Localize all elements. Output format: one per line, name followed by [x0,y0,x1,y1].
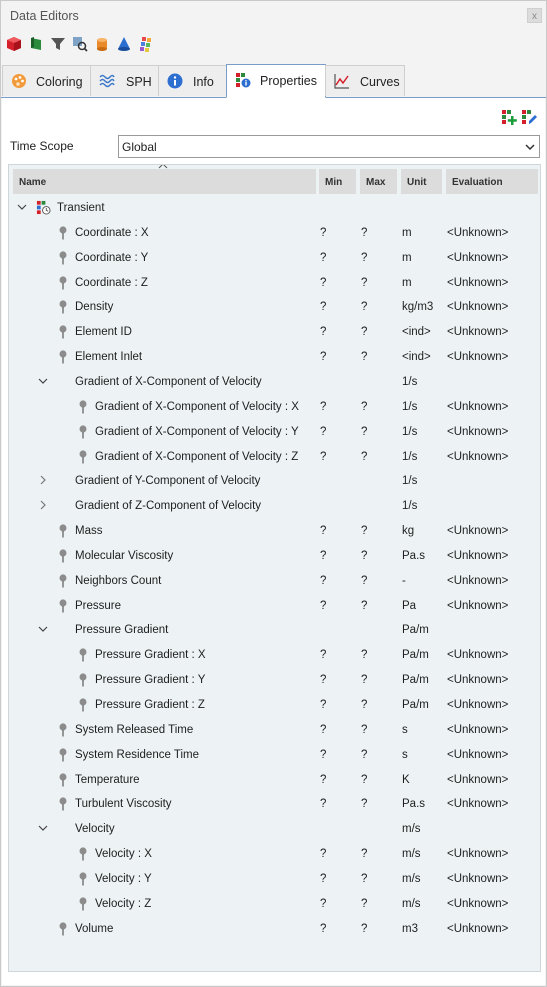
pin-icon [58,748,68,762]
row-max: ? [361,773,368,786]
row-evaluation: <Unknown> [447,723,509,736]
column-header-name[interactable]: Name [13,169,316,194]
pin-icon [58,524,68,538]
row-evaluation: <Unknown> [447,674,509,687]
row-min: ? [320,599,327,612]
row-name: Gradient of X-Component of Velocity [75,375,262,388]
row-name: Pressure Gradient [75,624,169,637]
row-evaluation: <Unknown> [447,450,509,463]
pin-icon [78,450,88,464]
row-unit: - [402,574,406,587]
row-name: Transient [57,202,105,214]
tab-sph[interactable] [90,65,159,96]
row-max: ? [361,922,368,935]
row-unit: Pa.s [402,549,426,562]
row-min: ? [320,798,327,811]
tree-row-volume[interactable] [9,917,540,941]
row-min: ? [320,897,327,910]
row-evaluation: <Unknown> [447,773,509,786]
row-unit: Pa/m [402,624,429,637]
add-property-icon[interactable] [501,109,517,125]
pin-icon [58,300,68,314]
red-cube-icon[interactable] [6,36,22,52]
pin-icon [58,325,68,339]
column-header-max[interactable]: Max [360,169,397,194]
row-min: ? [320,351,327,364]
tab-label: SPH [126,75,152,89]
row-name: Pressure Gradient : Z [95,699,205,711]
row-unit: s [402,723,408,736]
chevron-down-icon[interactable] [17,202,27,212]
tree-row-velocity-x[interactable] [9,842,540,866]
tab-bar [1,63,546,98]
row-evaluation: <Unknown> [447,872,509,885]
tab-coloring[interactable] [2,65,91,96]
tree-row-gradient-of-y-component-of-velocity[interactable] [9,469,540,493]
tree-row-coordinate-x[interactable] [9,221,540,245]
row-max: ? [361,674,368,687]
row-unit: Pa/m [402,699,429,711]
row-max: ? [361,649,368,662]
tree-row-temperature[interactable] [9,768,540,792]
row-evaluation: <Unknown> [447,897,509,910]
tree-row-pressure-gradient[interactable] [9,618,540,642]
row-name: Temperature [75,773,140,786]
pin-icon [58,350,68,364]
row-evaluation: <Unknown> [447,922,509,935]
tree-row-gradient-of-x-component-of-velocity-z[interactable] [9,445,540,469]
row-max: ? [361,276,368,289]
row-max: ? [361,351,368,364]
row-unit: Pa/m [402,674,429,687]
tree-row-neighbors-count[interactable] [9,569,540,593]
chevron-down-icon [524,141,536,153]
column-header-min[interactable]: Min [319,169,356,194]
row-name: System Residence Time [75,748,199,761]
row-min: ? [320,674,327,687]
tree-row-turbulent-viscosity[interactable] [9,792,540,816]
row-name: Pressure [75,599,122,612]
row-unit: <ind> [402,351,431,364]
pin-icon [58,773,68,787]
row-unit: m/s [402,872,421,885]
pin-icon [58,549,68,563]
row-max: ? [361,798,368,811]
waves-icon [99,73,115,89]
time-scope-value: Global [122,140,157,154]
row-unit: m3 [402,922,418,935]
row-max: ? [361,549,368,562]
chevron-down-icon[interactable] [38,376,48,386]
row-name: Velocity [75,823,115,836]
tree-row-molecular-viscosity[interactable] [9,544,540,568]
row-name: Velocity : X [95,848,152,861]
tree-row-transient[interactable] [9,196,540,220]
row-unit: Pa/m [402,649,429,662]
row-unit: kg/m3 [402,301,434,314]
row-min: ? [320,723,327,736]
properties-icon [235,72,251,88]
row-unit: m/s [402,848,421,861]
row-min: ? [320,525,327,538]
row-max: ? [361,326,368,339]
row-name: Gradient of X-Component of Velocity : Z [95,450,299,463]
row-min: ? [320,773,327,786]
row-name: Coordinate : X [75,226,149,239]
tab-properties[interactable] [226,64,326,98]
tab-label: Coloring [36,75,83,89]
row-unit: s [402,748,408,761]
tree-row-system-residence-time[interactable] [9,743,540,767]
tree-row-velocity-z[interactable] [9,892,540,916]
tab-info[interactable] [158,65,227,96]
row-min: ? [320,226,327,239]
row-name: Turbulent Viscosity [75,798,172,811]
row-name: Velocity : Z [95,897,152,910]
row-max: ? [361,400,368,413]
close-button[interactable]: x [527,8,542,23]
pin-icon [58,251,68,265]
row-max: ? [361,699,368,711]
row-evaluation: <Unknown> [447,425,509,438]
row-max: ? [361,226,368,239]
edit-property-icon[interactable] [521,109,537,125]
row-unit: K [402,773,410,786]
row-max: ? [361,723,368,736]
row-min: ? [320,450,327,463]
tab-curves[interactable] [325,65,405,96]
tab-label: Properties [260,74,317,88]
row-min: ? [320,574,327,587]
row-evaluation: <Unknown> [447,549,509,562]
cone-icon[interactable] [116,36,132,52]
row-evaluation: <Unknown> [447,574,509,587]
row-unit: m [402,276,412,289]
properties-tree-table[interactable] [8,164,541,972]
row-unit: m/s [402,897,421,910]
column-header-unit[interactable]: Unit [401,169,442,194]
row-min: ? [320,848,327,861]
tree-row-velocity-y[interactable] [9,867,540,891]
cylinder-icon[interactable] [94,36,110,52]
pin-icon [78,698,88,712]
tree-row-gradient-of-x-component-of-velocity-x[interactable] [9,395,540,419]
row-max: ? [361,525,368,538]
row-max: ? [361,450,368,463]
window-title: Data Editors [10,9,79,23]
row-evaluation: <Unknown> [447,400,509,413]
pin-icon [78,673,88,687]
palette-icon [11,73,27,89]
row-max: ? [361,599,368,612]
pin-icon [78,425,88,439]
row-min: ? [320,425,327,438]
row-unit: 1/s [402,375,418,388]
row-evaluation: <Unknown> [447,301,509,314]
row-evaluation: <Unknown> [447,226,509,239]
chevron-right-icon[interactable] [38,500,48,510]
row-min: ? [320,872,327,885]
tree-row-gradient-of-x-component-of-velocity-y[interactable] [9,420,540,444]
row-unit: Pa.s [402,798,426,811]
tree-row-pressure[interactable] [9,594,540,618]
tab-label: Info [193,75,214,89]
row-name: Pressure Gradient : Y [95,674,206,687]
pin-icon [78,872,88,886]
chevron-down-icon[interactable] [38,624,48,634]
tree-row-element-inlet[interactable] [9,345,540,369]
row-name: Molecular Viscosity [75,549,174,562]
pin-icon [78,400,88,414]
row-min: ? [320,326,327,339]
row-name: Element ID [75,326,132,339]
tree-row-pressure-gradient-z[interactable] [9,693,540,717]
row-name: Velocity : Y [95,872,152,885]
tree-row-density[interactable] [9,295,540,319]
tree-row-coordinate-y[interactable] [9,246,540,270]
row-name: Gradient of X-Component of Velocity : X [95,400,299,413]
row-name: Pressure Gradient : X [95,649,206,662]
pin-icon [58,797,68,811]
row-evaluation: <Unknown> [447,649,509,662]
pin-icon [78,648,88,662]
tree-row-gradient-of-x-component-of-velocity[interactable] [9,370,540,394]
row-min: ? [320,549,327,562]
row-max: ? [361,574,368,587]
row-min: ? [320,301,327,314]
tree-row-gradient-of-z-component-of-velocity[interactable] [9,494,540,518]
row-max: ? [361,251,368,264]
row-name: Coordinate : Y [75,251,149,264]
row-evaluation: <Unknown> [447,525,509,538]
row-min: ? [320,251,327,264]
pin-icon [78,847,88,861]
color-grid-icon[interactable] [138,36,154,52]
row-unit: 1/s [402,500,418,513]
row-unit: 1/s [402,475,418,488]
tree-row-system-released-time[interactable] [9,718,540,742]
row-unit: 1/s [402,425,418,438]
properties-panel [2,98,545,985]
row-name: Density [75,301,114,314]
row-max: ? [361,301,368,314]
search-data-icon[interactable] [72,36,88,52]
tab-label: Curves [360,75,400,89]
row-evaluation: <Unknown> [447,699,509,711]
row-name: Coordinate : Z [75,276,148,289]
row-evaluation: <Unknown> [447,848,509,861]
pin-icon [58,276,68,290]
row-max: ? [361,748,368,761]
time-scope-label: Time Scope [10,139,74,153]
pin-icon [78,897,88,911]
row-min: ? [320,748,327,761]
row-name: Mass [75,525,103,538]
row-unit: m [402,251,412,264]
info-icon [167,73,183,89]
chevron-down-icon[interactable] [38,823,48,833]
tree-row-mass[interactable] [9,519,540,543]
row-evaluation: <Unknown> [447,798,509,811]
row-max: ? [361,425,368,438]
row-unit: m [402,226,412,239]
tree-row-element-id[interactable] [9,320,540,344]
time-scope-dropdown[interactable] [118,135,540,158]
funnel-icon[interactable] [50,36,66,52]
row-max: ? [361,848,368,861]
row-name: Gradient of Z-Component of Velocity [75,500,262,513]
pin-icon [58,599,68,613]
row-name: Neighbors Count [75,574,162,587]
row-name: Gradient of X-Component of Velocity : Y [95,425,299,438]
row-unit: m/s [402,823,421,836]
curve-chart-icon [334,73,350,89]
row-evaluation: <Unknown> [447,276,509,289]
row-name: Gradient of Y-Component of Velocity [75,475,261,488]
row-evaluation: <Unknown> [447,251,509,264]
tree-row-pressure-gradient-x[interactable] [9,643,540,667]
pin-icon [58,226,68,240]
row-min: ? [320,400,327,413]
pin-icon [58,574,68,588]
row-unit: 1/s [402,400,418,413]
row-name: System Released Time [75,723,194,736]
column-header-evaluation[interactable]: Evaluation [446,169,538,194]
tree-row-pressure-gradient-y[interactable] [9,668,540,692]
row-name: Element Inlet [75,351,143,364]
row-name: Volume [75,922,114,935]
row-evaluation: <Unknown> [447,599,509,612]
row-unit: <ind> [402,326,431,339]
chevron-right-icon[interactable] [38,475,48,485]
title-bar[interactable] [1,1,546,31]
row-min: ? [320,922,327,935]
row-max: ? [361,872,368,885]
row-unit: kg [402,525,415,538]
row-evaluation: <Unknown> [447,748,509,761]
row-max: ? [361,897,368,910]
row-min: ? [320,276,327,289]
pin-icon [58,922,68,936]
transient-data-icon [36,200,51,215]
row-unit: 1/s [402,450,418,463]
row-evaluation: <Unknown> [447,326,509,339]
tree-row-coordinate-z[interactable] [9,271,540,295]
row-evaluation: <Unknown> [447,351,509,364]
tree-row-velocity[interactable] [9,817,540,841]
pin-icon [58,723,68,737]
row-min: ? [320,699,327,711]
row-min: ? [320,649,327,662]
green-flag-icon[interactable] [28,36,44,52]
row-unit: Pa [402,599,417,612]
